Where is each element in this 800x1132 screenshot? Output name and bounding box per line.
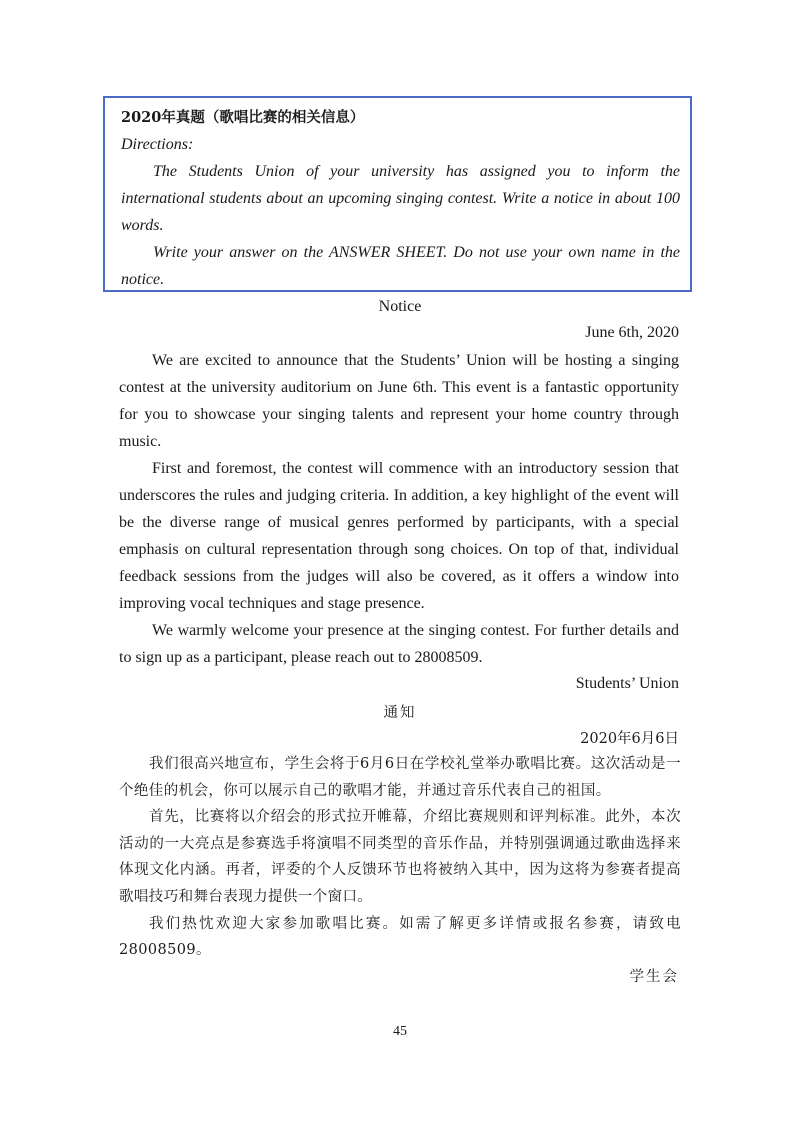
notice-title: Notice bbox=[378, 298, 422, 315]
exam-title: 2020年真题（歌唱比赛的相关信息） bbox=[121, 109, 365, 126]
directions-paragraph: The Students Union of your university has assigned you to inform the international students about an upcoming singing contest. Write a notice in about 100 words. bbox=[121, 163, 680, 234]
notice-body bbox=[119, 347, 679, 671]
translation-date: 2020年6月6日 bbox=[580, 731, 679, 747]
translation-paragraph: 我们热忱欢迎大家参加歌唱比赛。如需了解更多详情或报名参赛，请致电28008509。 bbox=[119, 915, 681, 959]
notice-paragraph: We warmly welcome your presence at the singing contest. For further details and to sign up as a participant, please reach out to 28008509. bbox=[119, 622, 679, 666]
notice-paragraph: First and foremost, the contest will commence with an introductory session that underscores the rules and judging criteria. In addition, a key highlight of the event will be the diverse range of musical genres performed by participants, with a special emphasis on cultural representation through song choices. On top of that, individual feedback sessions from the judges will also be covered, as it offers a window into improving vocal techniques and stage presence. bbox=[119, 460, 679, 612]
notice-date: June 6th, 2020 bbox=[585, 324, 679, 341]
directions-label: Directions: bbox=[121, 136, 194, 153]
notice-paragraph: We are excited to announce that the Students’ Union will be hosting a singing contest at the university auditorium on June 6th. This event is a fantastic opportunity for you to showcase your singing talents and represent your home country through music. bbox=[119, 352, 679, 450]
directions-paragraph: Write your answer on the ANSWER SHEET. Do not use your own name in the notice. bbox=[121, 244, 680, 288]
translation-body bbox=[119, 751, 681, 964]
page-number: 45 bbox=[393, 1024, 407, 1039]
translation-paragraph: 我们很高兴地宣布，学生会将于6月6日在学校礼堂举办歌唱比赛。这次活动是一个绝佳的机会，你可以展示自己的歌唱才能，并通过音乐代表自己的祖国。 bbox=[119, 756, 681, 799]
translation-title: 通知 bbox=[383, 705, 417, 721]
directions-box bbox=[103, 96, 692, 292]
notice-signature: Students’ Union bbox=[575, 675, 679, 692]
translation-paragraph: 首先，比赛将以介绍会的形式拉开帷幕，介绍比赛规则和评判标准。此外，本次活动的一大亮点是参赛选手将演唱不同类型的音乐作品，并特别强调通过歌曲选择来体现文化内涵。再者，评委的个人反馈环节也将被纳入其中，因为这将为参赛者提高歌唱技巧和舞台表现力提供一个窗口。 bbox=[119, 809, 681, 905]
translation-signature: 学生会 bbox=[629, 969, 679, 985]
